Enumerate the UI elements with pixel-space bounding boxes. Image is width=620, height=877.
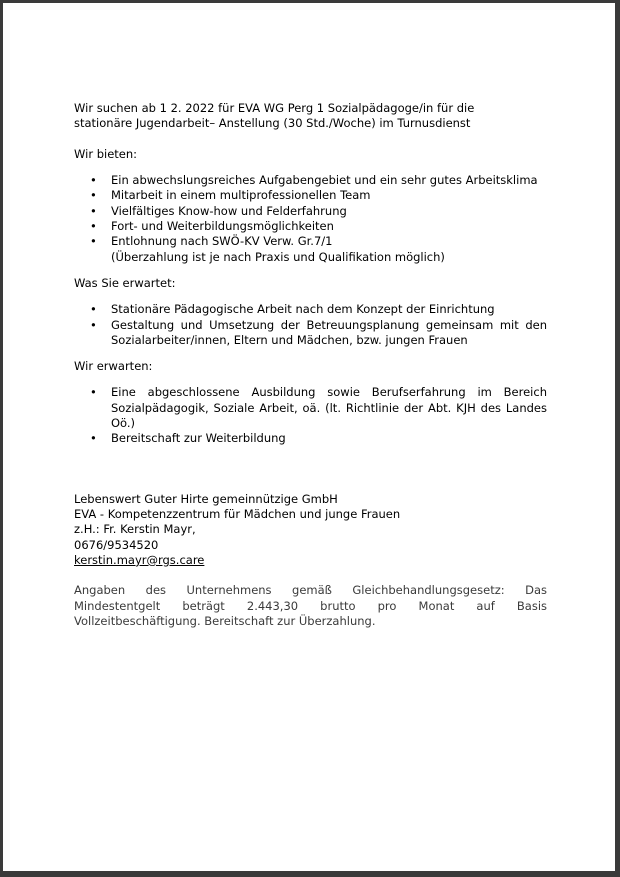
- document-page: [3, 3, 615, 871]
- intro-paragraph: [74, 101, 547, 132]
- bullet-icon: •: [90, 302, 97, 317]
- contact-person: z.H.: Fr. Kerstin Mayr,: [74, 522, 196, 537]
- contact-phone: 0676/9534520: [74, 537, 159, 552]
- list-item: [90, 302, 547, 317]
- contact-block: [74, 492, 547, 568]
- contact-organization: Lebenswert Guter Hirte gemeinnützige GmbH: [74, 491, 338, 506]
- list-item-text: Entlohnung nach SWÖ-KV Verw. Gr.7/1: [111, 234, 333, 249]
- bullet-icon: •: [90, 317, 97, 332]
- intro-line-1: Wir suchen ab 1 2. 2022 für EVA WG Perg 1 Sozialpädagoge/in für die: [74, 101, 475, 115]
- bullet-icon: •: [90, 234, 97, 249]
- list-item: [90, 234, 547, 265]
- bullet-icon: •: [90, 203, 97, 218]
- bullet-icon: •: [90, 173, 97, 188]
- section-title-requirements: Wir erwarten:: [74, 359, 153, 374]
- contact-department: EVA - Kompetenzzentrum für Mädchen und junge Frauen: [74, 506, 401, 521]
- list-item-text: Bereitschaft zur Weiterbildung: [111, 431, 286, 446]
- list-item-text: Fort- und Weiterbildungsmöglichkeiten: [111, 219, 334, 234]
- requirements-list: [74, 385, 547, 446]
- list-item: [90, 317, 547, 349]
- bullet-icon: •: [90, 219, 97, 234]
- list-item: [90, 219, 547, 234]
- expectations-list: [74, 302, 547, 348]
- bullet-icon: •: [90, 431, 97, 446]
- section-title-offer: Wir bieten:: [74, 146, 138, 161]
- list-item-subtext: (Überzahlung ist je nach Praxis und Qualifikation möglich): [111, 249, 445, 264]
- list-item-text: Mitarbeit in einem multiprofessionellen Team: [111, 188, 371, 203]
- list-item: [90, 188, 547, 203]
- list-item: [90, 173, 547, 188]
- list-item: [90, 203, 547, 219]
- intro-line-2: stationäre Jugendarbeit– Anstellung (30 Std./Woche) im Turnusdienst: [74, 116, 471, 131]
- list-item-text: Vielfältiges Know-how und Felderfahrung: [111, 203, 347, 218]
- list-item: [90, 385, 547, 431]
- legal-notice: Angaben des Unternehmens gemäß Gleichbehandlungsgesetz: Das Mindestentgelt beträgt 2.443,30 brutto pro Monat auf Basis Vollzeitbeschäftigung. Bereitschaft zur Überzahlung.: [74, 583, 547, 629]
- document-content: [74, 101, 547, 629]
- offer-list: [74, 173, 547, 265]
- list-item-text: Gestaltung und Umsetzung der Betreuungsplanung gemeinsam mit den Sozialarbeiter/innen, Eltern und Mädchen, bzw. jungen Frauen: [111, 317, 547, 347]
- contact-email-link[interactable]: kerstin.mayr@rgs.care: [74, 552, 205, 567]
- section-title-expectations: Was Sie erwartet:: [74, 275, 176, 290]
- list-item-text: Ein abwechslungsreiches Aufgabengebiet und ein sehr gutes Arbeitsklima: [111, 173, 538, 188]
- bullet-icon: •: [90, 188, 97, 203]
- list-item-text: Eine abgeschlossene Ausbildung sowie Berufserfahrung im Bereich Sozialpädagogik, Soziale Arbeit, oä. (lt. Richtlinie der Abt. KJH des Landes Oö.): [111, 385, 547, 431]
- bullet-icon: •: [90, 385, 97, 400]
- list-item: [90, 431, 547, 446]
- list-item-text: Stationäre Pädagogische Arbeit nach dem Konzept der Einrichtung: [111, 302, 495, 317]
